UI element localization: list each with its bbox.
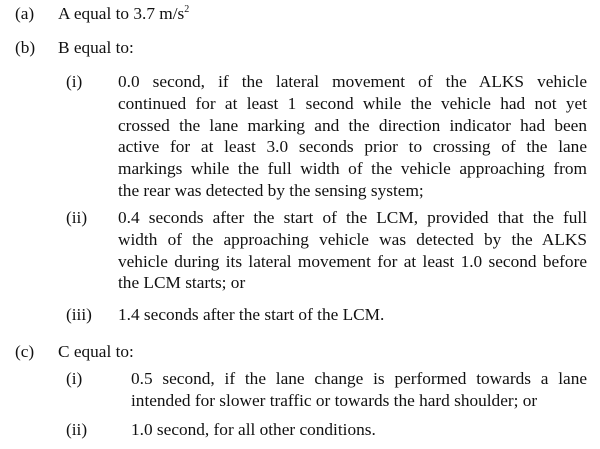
text-line: active for at least 3.0 seconds prior to crossing of the lane — [118, 137, 587, 157]
text-line: 1.0 second, for all other conditions. — [131, 420, 376, 439]
item-c-ii-text — [131, 419, 587, 441]
text-line: intended for slower traffic or towards the hard shoulder; or — [131, 390, 538, 410]
item-b-iii-text — [118, 304, 587, 326]
item-a-text — [58, 3, 189, 25]
text-line: 0.4 seconds after the start of the LCM, provided that the full — [118, 208, 587, 227]
text-line: vehicle during its lateral movement for at least 1.0 second before — [118, 251, 587, 271]
item-c-text: C equal to: — [58, 342, 134, 361]
text-line: 0.0 second, if the lateral movement of the ALKS vehicle — [118, 72, 587, 91]
item-c-i-label: (i) — [66, 369, 83, 388]
text-line: width of the approaching vehicle was detected by the ALKS — [118, 229, 587, 249]
item-a-value: A equal to 3.7 m/s — [58, 4, 185, 23]
item-b-iii-label: (iii) — [66, 305, 92, 324]
text-line: the rear was detected by the sensing system; — [118, 180, 424, 200]
text-line: crossed the lane marking and the direction indicator had been — [118, 115, 587, 135]
text-line: markings while the full width of the vehicle approaching from — [118, 159, 587, 179]
item-c-label: (c) — [15, 342, 35, 361]
item-b-ii-text — [118, 207, 587, 294]
item-c-i-text — [131, 368, 587, 412]
item-b-i-text — [118, 71, 587, 202]
item-b-text: B equal to: — [58, 38, 134, 57]
text-line: 0.5 second, if the lane change is performed towards a lane — [131, 369, 587, 388]
item-b-label: (b) — [15, 38, 36, 57]
item-a-label: (a) — [15, 4, 35, 23]
item-a-superscript: 2 — [184, 4, 190, 15]
text-line: the LCM starts; or — [118, 273, 246, 293]
text-line: 1.4 seconds after the start of the LCM. — [118, 305, 385, 324]
item-b-ii-label: (ii) — [66, 208, 88, 227]
item-b-i-label: (i) — [66, 72, 83, 91]
item-c-ii-label: (ii) — [66, 420, 88, 439]
text-line: continued for at least 1 second while the vehicle had not yet — [118, 93, 587, 113]
